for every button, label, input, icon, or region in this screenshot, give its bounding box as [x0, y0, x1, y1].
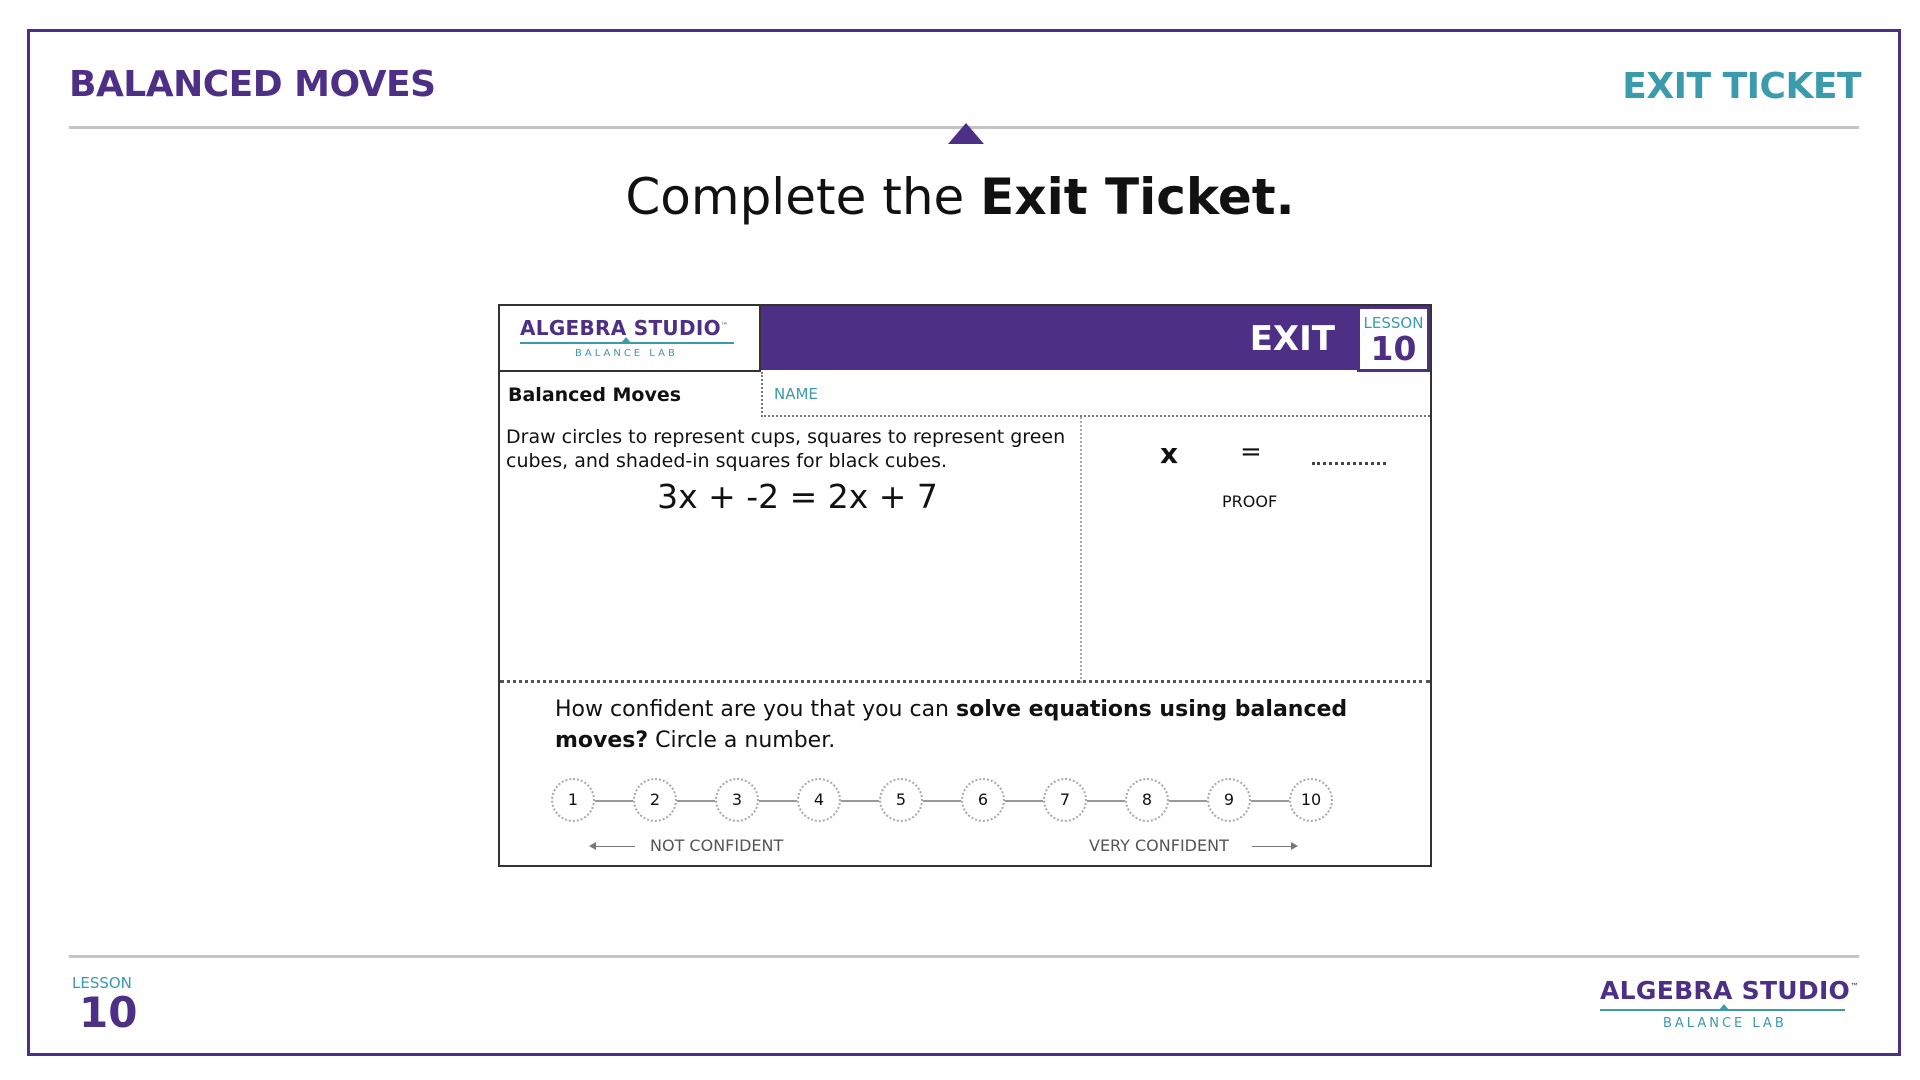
proof-label: PROOF	[1222, 492, 1278, 511]
confidence-bold: solve equations using balanced moves?	[555, 697, 1348, 753]
scale-option-2[interactable]: 2	[633, 778, 677, 822]
not-confident-label: NOT CONFIDENT	[650, 836, 784, 855]
footer-logo-brand	[1600, 976, 1859, 1005]
logo-trademark: ™	[720, 321, 729, 330]
scale-option-4[interactable]: 4	[797, 778, 841, 822]
lesson-badge-label: LESSON	[1363, 314, 1424, 332]
bottom-divider	[69, 955, 1859, 958]
exit-label: EXIT	[1249, 319, 1335, 359]
triangle-marker-icon	[948, 123, 984, 144]
answer-equals: =	[1240, 437, 1262, 467]
task-prompt: Draw circles to represent cups, squares to represent green cubes, and shaded-in squares for black cubes.	[506, 426, 1066, 472]
confidence-scale	[551, 778, 1331, 824]
scale-option-8[interactable]: 8	[1125, 778, 1169, 822]
name-row	[500, 372, 1430, 417]
instruction-prefix: Complete the	[625, 168, 981, 226]
scale-option-1[interactable]: 1	[551, 778, 595, 822]
scale-line	[571, 800, 1311, 802]
confidence-suffix: Circle a number.	[648, 728, 836, 753]
scale-option-3[interactable]: 3	[715, 778, 759, 822]
footer-lesson-label: LESSON	[72, 974, 132, 992]
arrow-left-icon	[595, 846, 635, 847]
lesson-badge-number: 10	[1370, 329, 1417, 368]
footer-logo-trademark: ™	[1850, 982, 1860, 993]
section-divider	[500, 680, 1430, 683]
footer-logo-subtitle: BALANCE LAB	[1663, 1016, 1787, 1031]
exit-banner	[761, 306, 1357, 370]
lesson-title: BALANCED MOVES	[69, 64, 436, 105]
scale-option-7[interactable]: 7	[1043, 778, 1087, 822]
footer-logo	[1600, 976, 1870, 1036]
arrow-right-icon	[1252, 846, 1292, 847]
confidence-question	[555, 694, 1395, 756]
logo-brand-text: ALGEBRA STUDIO	[520, 316, 721, 340]
scale-option-5[interactable]: 5	[879, 778, 923, 822]
scale-option-9[interactable]: 9	[1207, 778, 1251, 822]
equation: 3x + -2 = 2x + 7	[657, 477, 938, 516]
name-label: NAME	[774, 385, 818, 403]
card-logo	[500, 306, 761, 372]
footer-logo-brand-text: ALGEBRA STUDIO	[1600, 976, 1851, 1005]
logo-subtitle: BALANCE LAB	[575, 348, 678, 359]
exit-ticket-card	[498, 304, 1432, 867]
section-label: EXIT TICKET	[1622, 66, 1861, 107]
footer-logo-caret-icon	[1719, 1004, 1729, 1010]
lesson-badge	[1357, 306, 1430, 372]
card-header	[500, 306, 1430, 372]
confidence-prefix: How confident are you that you can	[555, 697, 956, 722]
footer-lesson-number: 10	[79, 988, 138, 1037]
slide-instruction	[0, 168, 1920, 226]
scale-option-10[interactable]: 10	[1289, 778, 1333, 822]
scale-option-6[interactable]: 6	[961, 778, 1005, 822]
name-field[interactable]	[761, 372, 1430, 417]
instruction-emphasis: Exit Ticket.	[980, 168, 1295, 226]
answer-variable: x	[1160, 437, 1179, 470]
topic-title: Balanced Moves	[508, 384, 682, 406]
answer-area	[1082, 417, 1430, 685]
answer-blank[interactable]	[1312, 462, 1386, 465]
very-confident-label: VERY CONFIDENT	[1089, 836, 1229, 855]
logo-caret-icon	[621, 337, 631, 343]
drawing-area[interactable]	[500, 417, 1080, 685]
